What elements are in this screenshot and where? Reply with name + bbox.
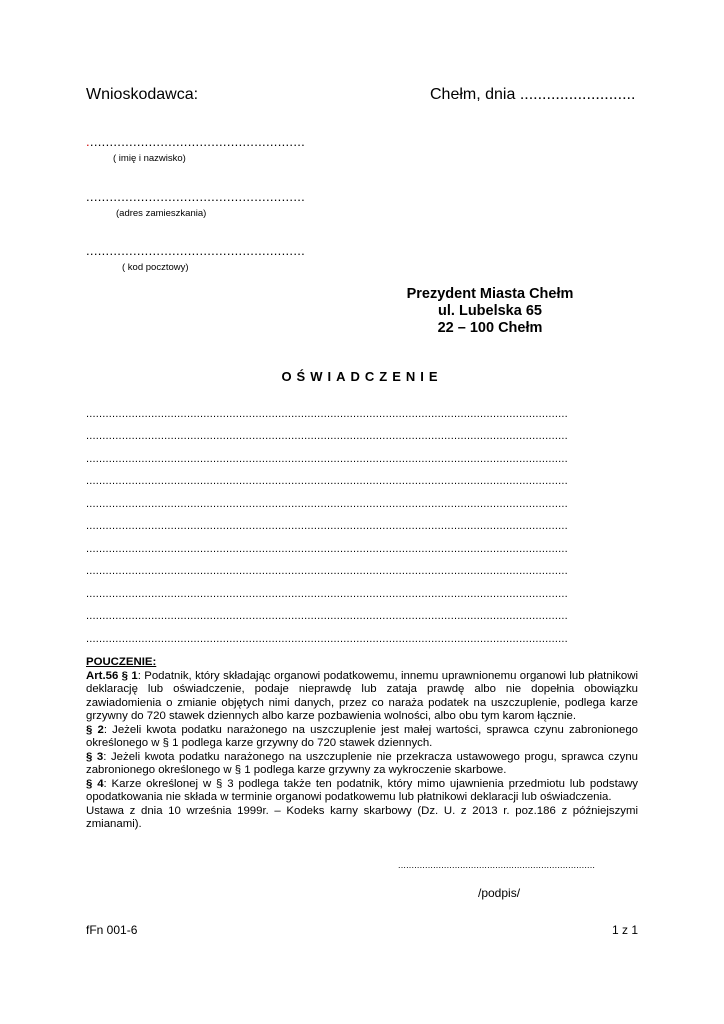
- section-label: § 2: [86, 723, 104, 736]
- section-text: : Jeżeli kwota podatku narażonego na uszczuplenie nie przekracza ustawowego progu, sprawca czynu zabronionego określonego w § 1 podlega karze grzywny za wykroczenie skarbowe.: [86, 750, 638, 776]
- address-caption: (adres zamieszkania): [116, 208, 207, 219]
- article-text: : Podatnik, który składając organowi podatkowemu, innemu uprawnionemu organowi lub płatnikowi deklarację lub oświadczenie, podaje nieprawdę lub zataja prawdę albo nie dopełnia obowiązku zawiadomienia o zmianie objętych nimi danych, przez co naraża podatek na uszczuplenie, podlega karze grzywny do 720 stawek dziennych albo karze pozbawienia wolności, albo obu tym karom łącznie.: [86, 669, 638, 722]
- section-label: § 3: [86, 750, 104, 763]
- field-marker: .: [86, 134, 90, 149]
- name-dots: .......................................................: [89, 134, 306, 149]
- statement-line: ....................................................................................................................................................: [86, 520, 568, 532]
- form-code: fFn 001-6: [86, 923, 138, 937]
- statement-line: ....................................................................................................................................................: [86, 588, 568, 600]
- instruction-paragraph-3: [86, 751, 638, 778]
- recipient-line-1: Prezydent Miasta Chełm: [406, 286, 574, 302]
- recipient-line-3: 22 – 100 Chełm: [437, 320, 543, 336]
- recipient-line-2: ul. Lubelska 65: [438, 303, 542, 319]
- statement-line: ....................................................................................................................................................: [86, 453, 568, 465]
- place-date-field: Chełm, dnia ..........................: [430, 86, 636, 103]
- law-reference: Ustawa z dnia 10 września 1999r. – Kodeks karny skarbowy (Dz. U. z 2013 r. poz.186 z późniejszymi zmianami).: [86, 804, 638, 830]
- signature-dots: .........................................................................: [398, 860, 596, 870]
- statement-line: ....................................................................................................................................................: [86, 408, 568, 420]
- page-number: 1 z 1: [611, 923, 638, 937]
- applicant-label: Wnioskodawca:: [86, 86, 199, 103]
- instruction-paragraph-1: [86, 670, 638, 724]
- section-text: : Karze określonej w § 3 podlega także ten podatnik, który mimo ujawnienia przedmiotu lub podstawy opodatkowania nie składa w terminie organowi podatkowemu lub płatnikowi deklaracji lub oświadczenia.: [86, 777, 638, 803]
- statement-line: ....................................................................................................................................................: [86, 633, 568, 645]
- statement-line: ....................................................................................................................................................: [86, 498, 568, 510]
- section-label: § 4: [86, 777, 104, 790]
- article-label: Art.56 § 1: [86, 669, 138, 682]
- statement-line: ....................................................................................................................................................: [86, 430, 568, 442]
- instruction-paragraph-4: [86, 778, 638, 805]
- statement-line: ....................................................................................................................................................: [86, 610, 568, 622]
- name-field: [86, 134, 305, 149]
- instruction-paragraph-2: [86, 724, 638, 751]
- postal-code-caption: ( kod pocztowy): [122, 262, 189, 273]
- name-caption: ( imię i nazwisko): [113, 153, 186, 164]
- postal-code-dots: ........................................................: [86, 243, 306, 258]
- statement-line: ....................................................................................................................................................: [86, 475, 568, 487]
- instruction-section: [86, 656, 638, 832]
- instruction-heading: POUCZENIE:: [86, 656, 157, 668]
- signature-label: /podpis/: [478, 886, 521, 900]
- document-title: OŚWIADCZENIE: [281, 369, 443, 384]
- statement-line: ....................................................................................................................................................: [86, 543, 568, 555]
- section-text: : Jeżeli kwota podatku narażonego na uszczuplenie jest małej wartości, sprawca czynu zabronionego określonego w § 1 podlega karze grzywny do 720 stawek dziennych.: [86, 723, 638, 749]
- address-dots: ........................................................: [86, 189, 306, 204]
- statement-line: ....................................................................................................................................................: [86, 565, 568, 577]
